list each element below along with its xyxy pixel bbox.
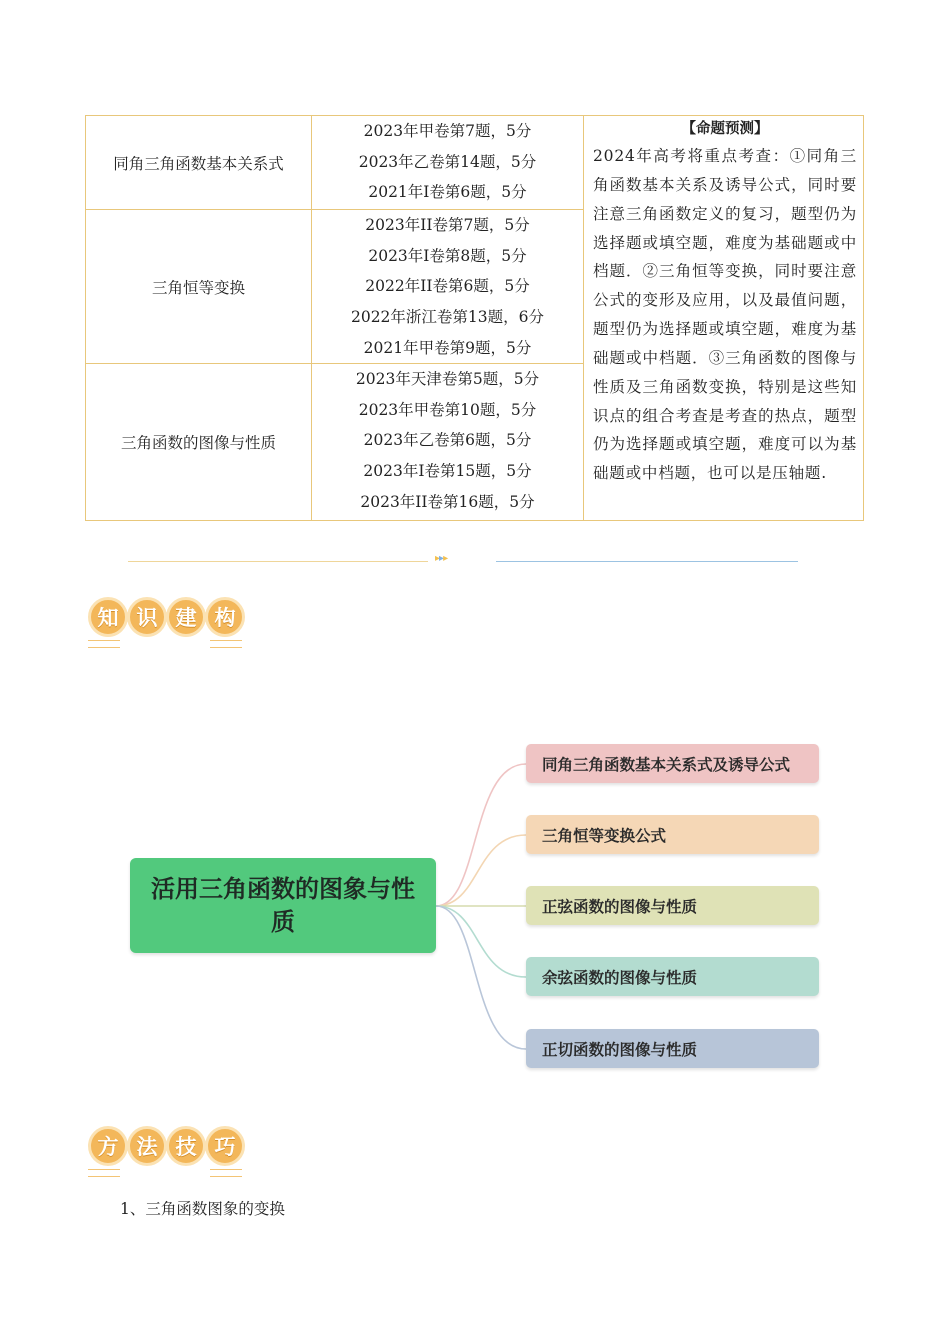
mindmap-connector xyxy=(436,764,526,906)
badge-char: 方 xyxy=(88,1126,128,1166)
badge-char: 巧 xyxy=(205,1126,245,1166)
badge-decor xyxy=(88,1169,120,1177)
topic-label: 三角函数的图像与性质 xyxy=(120,434,276,452)
exam-table xyxy=(85,115,864,521)
divider-line-right xyxy=(496,561,798,562)
exam-cell xyxy=(312,116,584,210)
badge-char: 知 xyxy=(88,597,128,637)
exam-entry: 2023年乙卷第14题，5分 xyxy=(358,152,537,171)
exam-entry: 2022年II卷第6题，5分 xyxy=(365,277,530,296)
mindmap-connector xyxy=(436,835,526,906)
mindmap-branch-node xyxy=(526,886,819,925)
badge-decor xyxy=(210,1169,242,1177)
divider-arrow-icon: ▸ xyxy=(443,553,448,564)
badge-decor xyxy=(88,640,120,648)
exam-entry: 2023年乙卷第6题，5分 xyxy=(363,431,532,450)
mindmap-connector xyxy=(436,906,526,977)
exam-entry: 2023年I卷第8题，5分 xyxy=(368,246,527,265)
mindmap-branch-label: 正弦函数的图像与性质 xyxy=(542,897,698,916)
topic-label: 同角三角函数基本关系式 xyxy=(113,155,284,173)
divider-arrow-icon: ▸ xyxy=(439,553,444,564)
topic-label: 三角恒等变换 xyxy=(151,279,245,297)
badge-decor xyxy=(210,640,242,648)
prediction-text: 2024年高考将重点考查：①同角三角函数基本关系及诱导公式，同时要注意三角函数定义的复习，题型仍为选择题或填空题，难度为基础题或中档题．②三角恒等变换，同时要注意公式的变形及应用，以及最值问题，题型仍为选择题或填空题，难度为基础题或中档题．③三角函数的图像与性质及三角函数变换，特别是这些知识点的组合考查是考查的热点，题型仍为选择题或填空题，难度可以为基础题或中档题，也可以是压轴题. xyxy=(593,147,857,483)
divider-line-left xyxy=(128,561,428,562)
badge-char: 建 xyxy=(166,597,206,637)
exam-entry: 2022年浙江卷第13题，6分 xyxy=(350,308,545,327)
exam-entry: 2023年I卷第15题，5分 xyxy=(363,462,532,481)
exam-cell xyxy=(312,210,584,364)
exam-entry: 2023年甲卷第10题，5分 xyxy=(358,400,537,419)
topic-cell xyxy=(86,116,312,210)
exam-entry: 2023年天津卷第5题，5分 xyxy=(355,370,540,388)
mindmap-branch-label: 正切函数的图像与性质 xyxy=(542,1040,698,1059)
prediction-title: 【命题预测】 xyxy=(681,121,769,137)
divider-arrows-icon xyxy=(435,553,447,564)
mindmap-branch-label: 余弦函数的图像与性质 xyxy=(542,968,698,987)
badge-char: 技 xyxy=(166,1126,206,1166)
method-item: 1、三角函数图象的变换 xyxy=(120,1200,285,1218)
topic-cell xyxy=(86,364,312,520)
badge-char: 法 xyxy=(127,1126,167,1166)
exam-entry: 2023年II卷第16题，5分 xyxy=(360,492,535,511)
section-badge-method xyxy=(88,1126,244,1166)
mindmap-center-label: 活用三角函数的图象与性质 xyxy=(151,874,415,936)
mindmap-branch-node xyxy=(526,1029,819,1068)
prediction-cell xyxy=(584,116,863,520)
mindmap-connector xyxy=(436,906,526,1049)
exam-entry: 2021年甲卷第9题，5分 xyxy=(363,338,532,357)
section-badge-knowledge xyxy=(88,597,244,637)
divider-arrow-icon: ▸ xyxy=(435,553,440,564)
mindmap-branch-label: 三角恒等变换公式 xyxy=(542,826,667,845)
mindmap-branch-label: 同角三角函数基本关系式及诱导公式 xyxy=(542,755,791,774)
exam-cell xyxy=(312,364,584,520)
exam-entry: 2023年甲卷第7题，5分 xyxy=(363,122,532,140)
exam-entry: 2023年II卷第7题，5分 xyxy=(365,216,530,234)
mindmap-branch-node xyxy=(526,957,819,996)
mindmap-branch-node xyxy=(526,815,819,854)
topic-cell xyxy=(86,210,312,364)
mindmap-center-node xyxy=(130,858,436,953)
mindmap-branch-node xyxy=(526,744,819,783)
badge-char: 识 xyxy=(127,597,167,637)
exam-entry: 2021年I卷第6题，5分 xyxy=(368,183,527,202)
badge-char: 构 xyxy=(205,597,245,637)
